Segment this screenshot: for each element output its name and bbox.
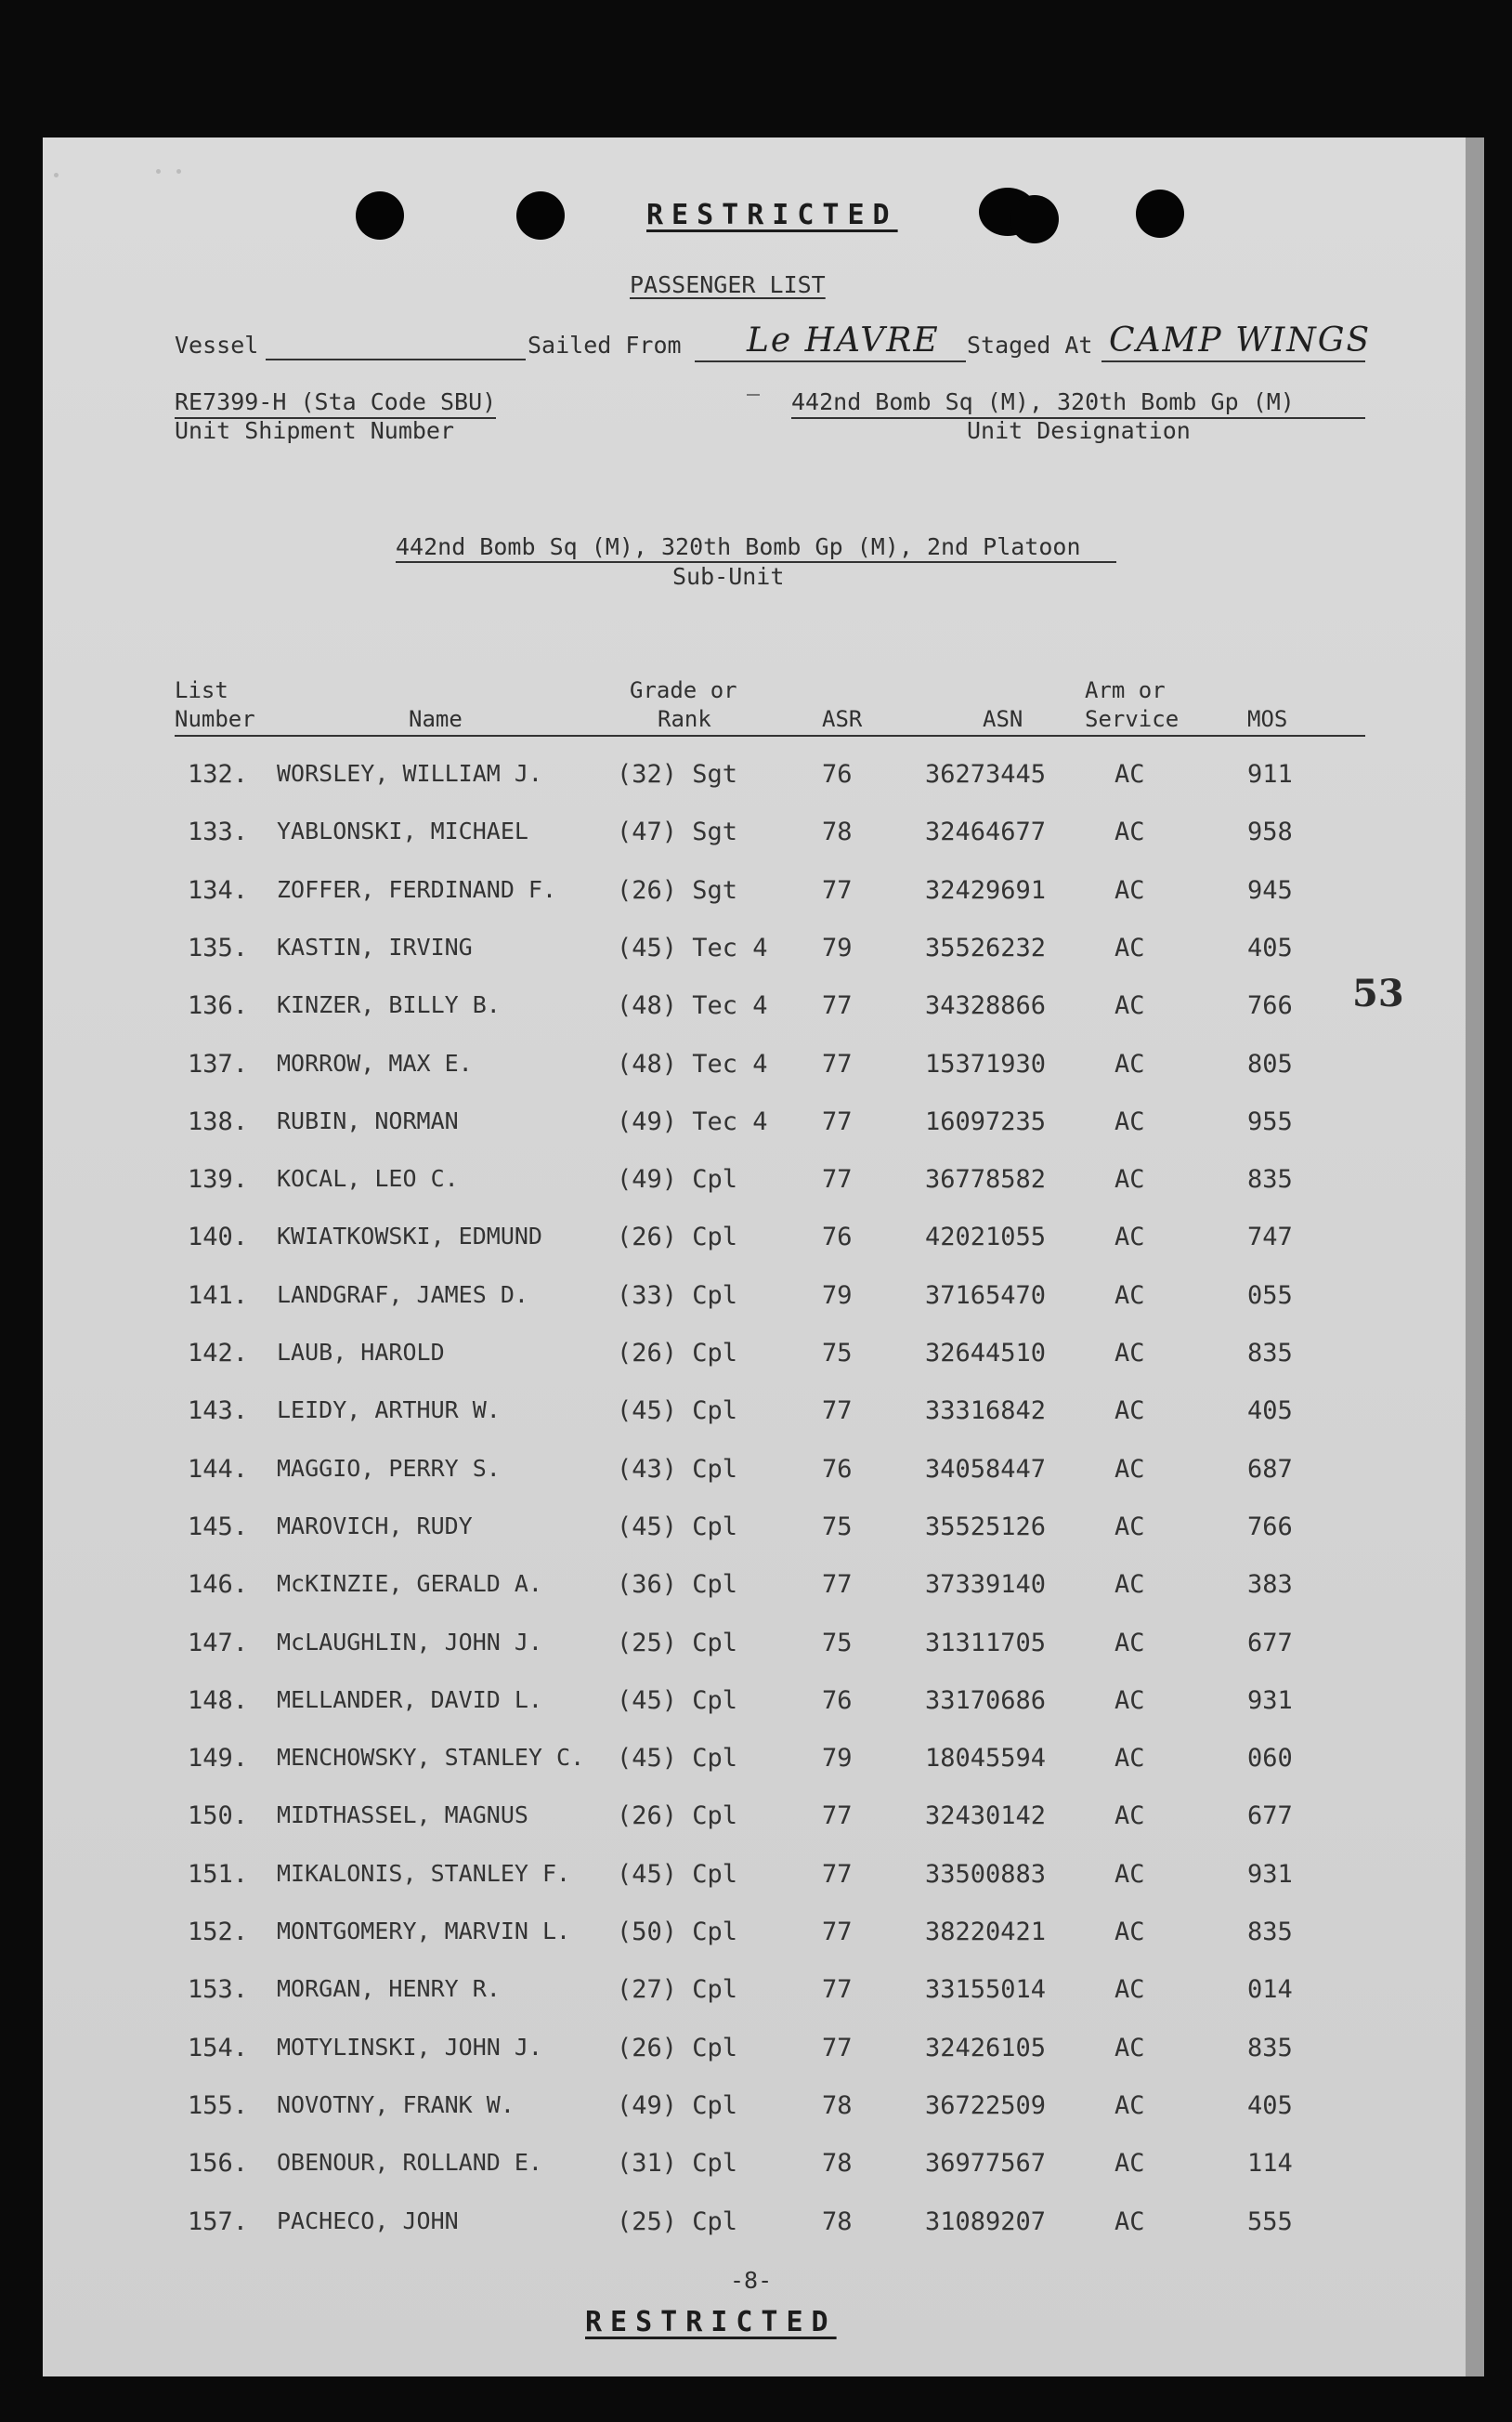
arm-service-cell: AC (1114, 2034, 1145, 2062)
grade-cell: (49) Cpl (617, 2091, 738, 2120)
asr-cell: 77 (822, 1050, 853, 1079)
asr-cell: 77 (822, 876, 853, 905)
mos-cell: 677 (1247, 1629, 1293, 1657)
arm-service-cell: AC (1114, 1223, 1145, 1251)
arm-service-cell: AC (1114, 818, 1145, 846)
table-row (0, 1339, 1512, 1376)
name-cell: MORROW, MAX E. (277, 1050, 473, 1077)
asn-cell: 37339140 (925, 1570, 1047, 1599)
col-arm-service: Arm or Service (1085, 677, 1180, 732)
grade-cell: (45) Cpl (617, 1686, 738, 1715)
list-number-cell: 147. (188, 1629, 249, 1657)
arm-service-cell: AC (1114, 1455, 1145, 1484)
table-row (0, 1050, 1512, 1087)
asr-cell: 77 (822, 1107, 853, 1136)
restricted-top: RESTRICTED (646, 199, 898, 231)
arm-service-cell: AC (1114, 876, 1145, 905)
mos-cell: 383 (1247, 1570, 1293, 1599)
list-number-cell: 152. (188, 1918, 249, 1946)
asn-cell: 32430142 (925, 1801, 1047, 1830)
asr-cell: 77 (822, 1975, 853, 2004)
grade-cell: (47) Sgt (617, 818, 738, 846)
name-cell: KOCAL, LEO C. (277, 1165, 459, 1192)
name-cell: YABLONSKI, MICHAEL (277, 818, 528, 844)
grade-cell: (33) Cpl (617, 1281, 738, 1310)
arm-service-cell: AC (1114, 1396, 1145, 1425)
name-cell: KASTIN, IRVING (277, 934, 473, 961)
name-cell: McKINZIE, GERALD A. (277, 1570, 542, 1597)
name-cell: NOVOTNY, FRANK W. (277, 2091, 515, 2118)
grade-cell: (26) Cpl (617, 2034, 738, 2062)
sailed-from-field (695, 321, 966, 362)
staged-at-field (1101, 321, 1372, 362)
list-number-cell: 140. (188, 1223, 249, 1251)
name-cell: LANDGRAF, JAMES D. (277, 1281, 528, 1308)
table-row (0, 2034, 1512, 2071)
grade-cell: (45) Cpl (617, 1512, 738, 1541)
col-grade: Grade or Rank (630, 677, 737, 732)
asn-cell: 18045594 (925, 1744, 1047, 1773)
name-cell: MENCHOWSKY, STANLEY C. (277, 1744, 585, 1771)
grade-cell: (27) Cpl (617, 1975, 738, 2004)
asn-cell: 37165470 (925, 1281, 1047, 1310)
grade-cell: (26) Cpl (617, 1339, 738, 1368)
asr-cell: 77 (822, 2034, 853, 2062)
list-number-cell: 149. (188, 1744, 249, 1773)
asn-cell: 33500883 (925, 1860, 1047, 1889)
name-cell: MOTYLINSKI, JOHN J. (277, 2034, 542, 2061)
asn-cell: 36778582 (925, 1165, 1047, 1194)
asn-cell: 33170686 (925, 1686, 1047, 1715)
asn-cell: 33316842 (925, 1396, 1047, 1425)
grade-cell: (32) Sgt (617, 760, 738, 789)
list-number-cell: 141. (188, 1281, 249, 1310)
mos-cell: 687 (1247, 1455, 1293, 1484)
grade-cell: (26) Sgt (617, 876, 738, 905)
grade-cell: (50) Cpl (617, 1918, 738, 1946)
asn-cell: 36273445 (925, 760, 1047, 789)
mos-cell: 405 (1247, 2091, 1293, 2120)
list-number-cell: 156. (188, 2149, 249, 2178)
punch-hole (1010, 195, 1059, 243)
mos-cell: 677 (1247, 1801, 1293, 1830)
mos-cell: 766 (1247, 1512, 1293, 1541)
table-row (0, 1860, 1512, 1897)
arm-service-cell: AC (1114, 1570, 1145, 1599)
list-number-cell: 155. (188, 2091, 249, 2120)
list-number-cell: 144. (188, 1455, 249, 1484)
grade-cell: (45) Cpl (617, 1396, 738, 1425)
grade-cell: (25) Cpl (617, 1629, 738, 1657)
table-row (0, 760, 1512, 797)
mos-cell: 955 (1247, 1107, 1293, 1136)
asr-cell: 75 (822, 1339, 853, 1368)
asr-cell: 79 (822, 934, 853, 962)
asr-cell: 77 (822, 1801, 853, 1830)
asn-cell: 34328866 (925, 991, 1047, 1020)
document-title: PASSENGER LIST (630, 271, 826, 298)
name-cell: ZOFFER, FERDINAND F. (277, 876, 557, 903)
list-number-cell: 135. (188, 934, 249, 962)
vessel-label: Vessel (175, 332, 259, 359)
grade-cell: (48) Tec 4 (617, 1050, 768, 1079)
table-row (0, 1918, 1512, 1955)
arm-service-cell: AC (1114, 2207, 1145, 2236)
table-row (0, 1801, 1512, 1839)
name-cell: OBENOUR, ROLLAND E. (277, 2149, 542, 2176)
mos-cell: 747 (1247, 1223, 1293, 1251)
grade-cell: (45) Tec 4 (617, 934, 768, 962)
asr-cell: 75 (822, 1512, 853, 1541)
arm-service-cell: AC (1114, 2149, 1145, 2178)
mos-cell: 114 (1247, 2149, 1293, 2178)
unit-designation-label: Unit Designation (967, 417, 1191, 444)
arm-service-cell: AC (1114, 1281, 1145, 1310)
asr-cell: 75 (822, 1629, 853, 1657)
asr-cell: 77 (822, 1396, 853, 1425)
asn-cell: 32644510 (925, 1339, 1047, 1368)
shipment-number-label: Unit Shipment Number (175, 417, 455, 444)
asn-cell: 32429691 (925, 876, 1047, 905)
asn-cell: 38220421 (925, 1918, 1047, 1946)
header-rule (175, 735, 1365, 737)
arm-service-cell: AC (1114, 934, 1145, 962)
asn-cell: 36722509 (925, 2091, 1047, 2120)
table-row (0, 934, 1512, 971)
list-number-cell: 143. (188, 1396, 249, 1425)
grade-cell: (49) Cpl (617, 1165, 738, 1194)
speck (156, 169, 161, 174)
table-row (0, 2091, 1512, 2128)
grade-cell: (25) Cpl (617, 2207, 738, 2236)
vessel-field (266, 359, 526, 360)
name-cell: RUBIN, NORMAN (277, 1107, 459, 1134)
table-row (0, 1975, 1512, 2012)
asn-cell: 32426105 (925, 2034, 1047, 2062)
name-cell: MAROVICH, RUDY (277, 1512, 473, 1539)
asr-cell: 76 (822, 1686, 853, 1715)
list-number-cell: 151. (188, 1860, 249, 1889)
grade-cell: (31) Cpl (617, 2149, 738, 2178)
table-row (0, 1512, 1512, 1550)
asr-cell: 79 (822, 1744, 853, 1773)
mos-cell: 060 (1247, 1744, 1293, 1773)
grade-cell: (36) Cpl (617, 1570, 738, 1599)
list-number-cell: 133. (188, 818, 249, 846)
name-cell: LAUB, HAROLD (277, 1339, 445, 1366)
table-row (0, 1107, 1512, 1145)
shipment-number: RE7399-H (Sta Code SBU) (175, 388, 496, 419)
table-row (0, 1281, 1512, 1318)
mos-cell: 766 (1247, 991, 1293, 1020)
arm-service-cell: AC (1114, 991, 1145, 1020)
asr-cell: 76 (822, 1223, 853, 1251)
mos-cell: 835 (1247, 1165, 1293, 1194)
asn-cell: 35526232 (925, 934, 1047, 962)
speck (54, 173, 59, 177)
list-number-cell: 148. (188, 1686, 249, 1715)
dash-mark (747, 394, 760, 396)
name-cell: MAGGIO, PERRY S. (277, 1455, 501, 1482)
list-number-cell: 139. (188, 1165, 249, 1194)
margin-stamp: 53 (1352, 972, 1404, 1015)
mos-cell: 835 (1247, 1339, 1293, 1368)
table-row (0, 818, 1512, 855)
mos-cell: 014 (1247, 1975, 1293, 2004)
arm-service-cell: AC (1114, 1629, 1145, 1657)
table-row (0, 876, 1512, 913)
sailed-from-label: Sailed From (528, 332, 682, 359)
arm-service-cell: AC (1114, 1918, 1145, 1946)
arm-service-cell: AC (1114, 1744, 1145, 1773)
name-cell: MELLANDER, DAVID L. (277, 1686, 542, 1713)
table-row (0, 1455, 1512, 1492)
grade-cell: (49) Tec 4 (617, 1107, 768, 1136)
asn-cell: 33155014 (925, 1975, 1047, 2004)
mos-cell: 931 (1247, 1686, 1293, 1715)
asn-cell: 15371930 (925, 1050, 1047, 1079)
asr-cell: 76 (822, 760, 853, 789)
asr-cell: 79 (822, 1281, 853, 1310)
mos-cell: 405 (1247, 1396, 1293, 1425)
table-row (0, 1744, 1512, 1781)
table-row (0, 1686, 1512, 1723)
list-number-cell: 153. (188, 1975, 249, 2004)
asn-cell: 31311705 (925, 1629, 1047, 1657)
grade-cell: (45) Cpl (617, 1860, 738, 1889)
list-number-cell: 134. (188, 876, 249, 905)
asr-cell: 78 (822, 818, 853, 846)
grade-cell: (26) Cpl (617, 1223, 738, 1251)
col-list-number: List Number (175, 677, 255, 732)
asn-cell: 31089207 (925, 2207, 1047, 2236)
restricted-bottom: RESTRICTED (585, 2306, 837, 2338)
asn-cell: 16097235 (925, 1107, 1047, 1136)
table-row (0, 1396, 1512, 1434)
name-cell: KINZER, BILLY B. (277, 991, 501, 1018)
arm-service-cell: AC (1114, 760, 1145, 789)
list-number-cell: 145. (188, 1512, 249, 1541)
unit-designation: 442nd Bomb Sq (M), 320th Bomb Gp (M) (791, 388, 1295, 415)
col-asr: ASR (822, 706, 863, 732)
mos-cell: 055 (1247, 1281, 1293, 1310)
asr-cell: 78 (822, 2207, 853, 2236)
col-mos: MOS (1247, 706, 1288, 732)
asn-cell: 32464677 (925, 818, 1047, 846)
punch-hole (356, 191, 404, 240)
asr-cell: 77 (822, 1860, 853, 1889)
mos-cell: 405 (1247, 934, 1293, 962)
asn-cell: 36977567 (925, 2149, 1047, 2178)
arm-service-cell: AC (1114, 1512, 1145, 1541)
name-cell: WORSLEY, WILLIAM J. (277, 760, 542, 787)
list-number-cell: 146. (188, 1570, 249, 1599)
name-cell: McLAUGHLIN, JOHN J. (277, 1629, 542, 1656)
asr-cell: 76 (822, 1455, 853, 1484)
grade-cell: (26) Cpl (617, 1801, 738, 1830)
list-number-cell: 138. (188, 1107, 249, 1136)
list-number-cell: 137. (188, 1050, 249, 1079)
asr-cell: 77 (822, 1165, 853, 1194)
staged-at-value: CAMP WINGS (1109, 321, 1372, 360)
list-number-cell: 142. (188, 1339, 249, 1368)
mos-cell: 835 (1247, 1918, 1293, 1946)
table-row (0, 1629, 1512, 1666)
asr-cell: 77 (822, 1918, 853, 1946)
grade-cell: (48) Tec 4 (617, 991, 768, 1020)
list-number-cell: 132. (188, 760, 249, 789)
arm-service-cell: AC (1114, 1686, 1145, 1715)
list-number-cell: 136. (188, 991, 249, 1020)
list-number-cell: 157. (188, 2207, 249, 2236)
arm-service-cell: AC (1114, 1801, 1145, 1830)
mos-cell: 911 (1247, 760, 1293, 789)
asr-cell: 78 (822, 2091, 853, 2120)
list-number-cell: 154. (188, 2034, 249, 2062)
mos-cell: 945 (1247, 876, 1293, 905)
punch-hole (1136, 190, 1184, 238)
name-cell: MONTGOMERY, MARVIN L. (277, 1918, 571, 1944)
arm-service-cell: AC (1114, 1107, 1145, 1136)
mos-cell: 555 (1247, 2207, 1293, 2236)
col-name: Name (409, 706, 463, 732)
arm-service-cell: AC (1114, 1339, 1145, 1368)
table-row (0, 991, 1512, 1028)
name-cell: MIDTHASSEL, MAGNUS (277, 1801, 528, 1828)
mos-cell: 835 (1247, 2034, 1293, 2062)
asr-cell: 78 (822, 2149, 853, 2178)
mos-cell: 805 (1247, 1050, 1293, 1079)
arm-service-cell: AC (1114, 1050, 1145, 1079)
name-cell: MORGAN, HENRY R. (277, 1975, 501, 2002)
speck (176, 169, 181, 174)
sub-unit-label: Sub-Unit (672, 563, 785, 590)
grade-cell: (43) Cpl (617, 1455, 738, 1484)
sailed-from-value: Le HAVRE (747, 321, 940, 360)
list-number-cell: 150. (188, 1801, 249, 1830)
table-row (0, 1165, 1512, 1202)
punch-hole (516, 191, 565, 240)
name-cell: KWIATKOWSKI, EDMUND (277, 1223, 542, 1250)
name-cell: PACHECO, JOHN (277, 2207, 459, 2234)
table-row (0, 2149, 1512, 2186)
arm-service-cell: AC (1114, 1975, 1145, 2004)
table-row (0, 1223, 1512, 1260)
asr-cell: 77 (822, 1570, 853, 1599)
table-row (0, 1570, 1512, 1607)
sub-unit: 442nd Bomb Sq (M), 320th Bomb Gp (M), 2nd Platoon (396, 533, 1081, 560)
name-cell: LEIDY, ARTHUR W. (277, 1396, 501, 1423)
mos-cell: 958 (1247, 818, 1293, 846)
grade-cell: (45) Cpl (617, 1744, 738, 1773)
asn-cell: 34058447 (925, 1455, 1047, 1484)
table-row (0, 2207, 1512, 2245)
asn-cell: 35525126 (925, 1512, 1047, 1541)
staged-at-label: Staged At (967, 332, 1093, 359)
asn-cell: 42021055 (925, 1223, 1047, 1251)
col-asn: ASN (983, 706, 1023, 732)
arm-service-cell: AC (1114, 1860, 1145, 1889)
mos-cell: 931 (1247, 1860, 1293, 1889)
asr-cell: 77 (822, 991, 853, 1020)
arm-service-cell: AC (1114, 1165, 1145, 1194)
page-number: -8- (730, 2267, 773, 2294)
name-cell: MIKALONIS, STANLEY F. (277, 1860, 571, 1887)
arm-service-cell: AC (1114, 2091, 1145, 2120)
